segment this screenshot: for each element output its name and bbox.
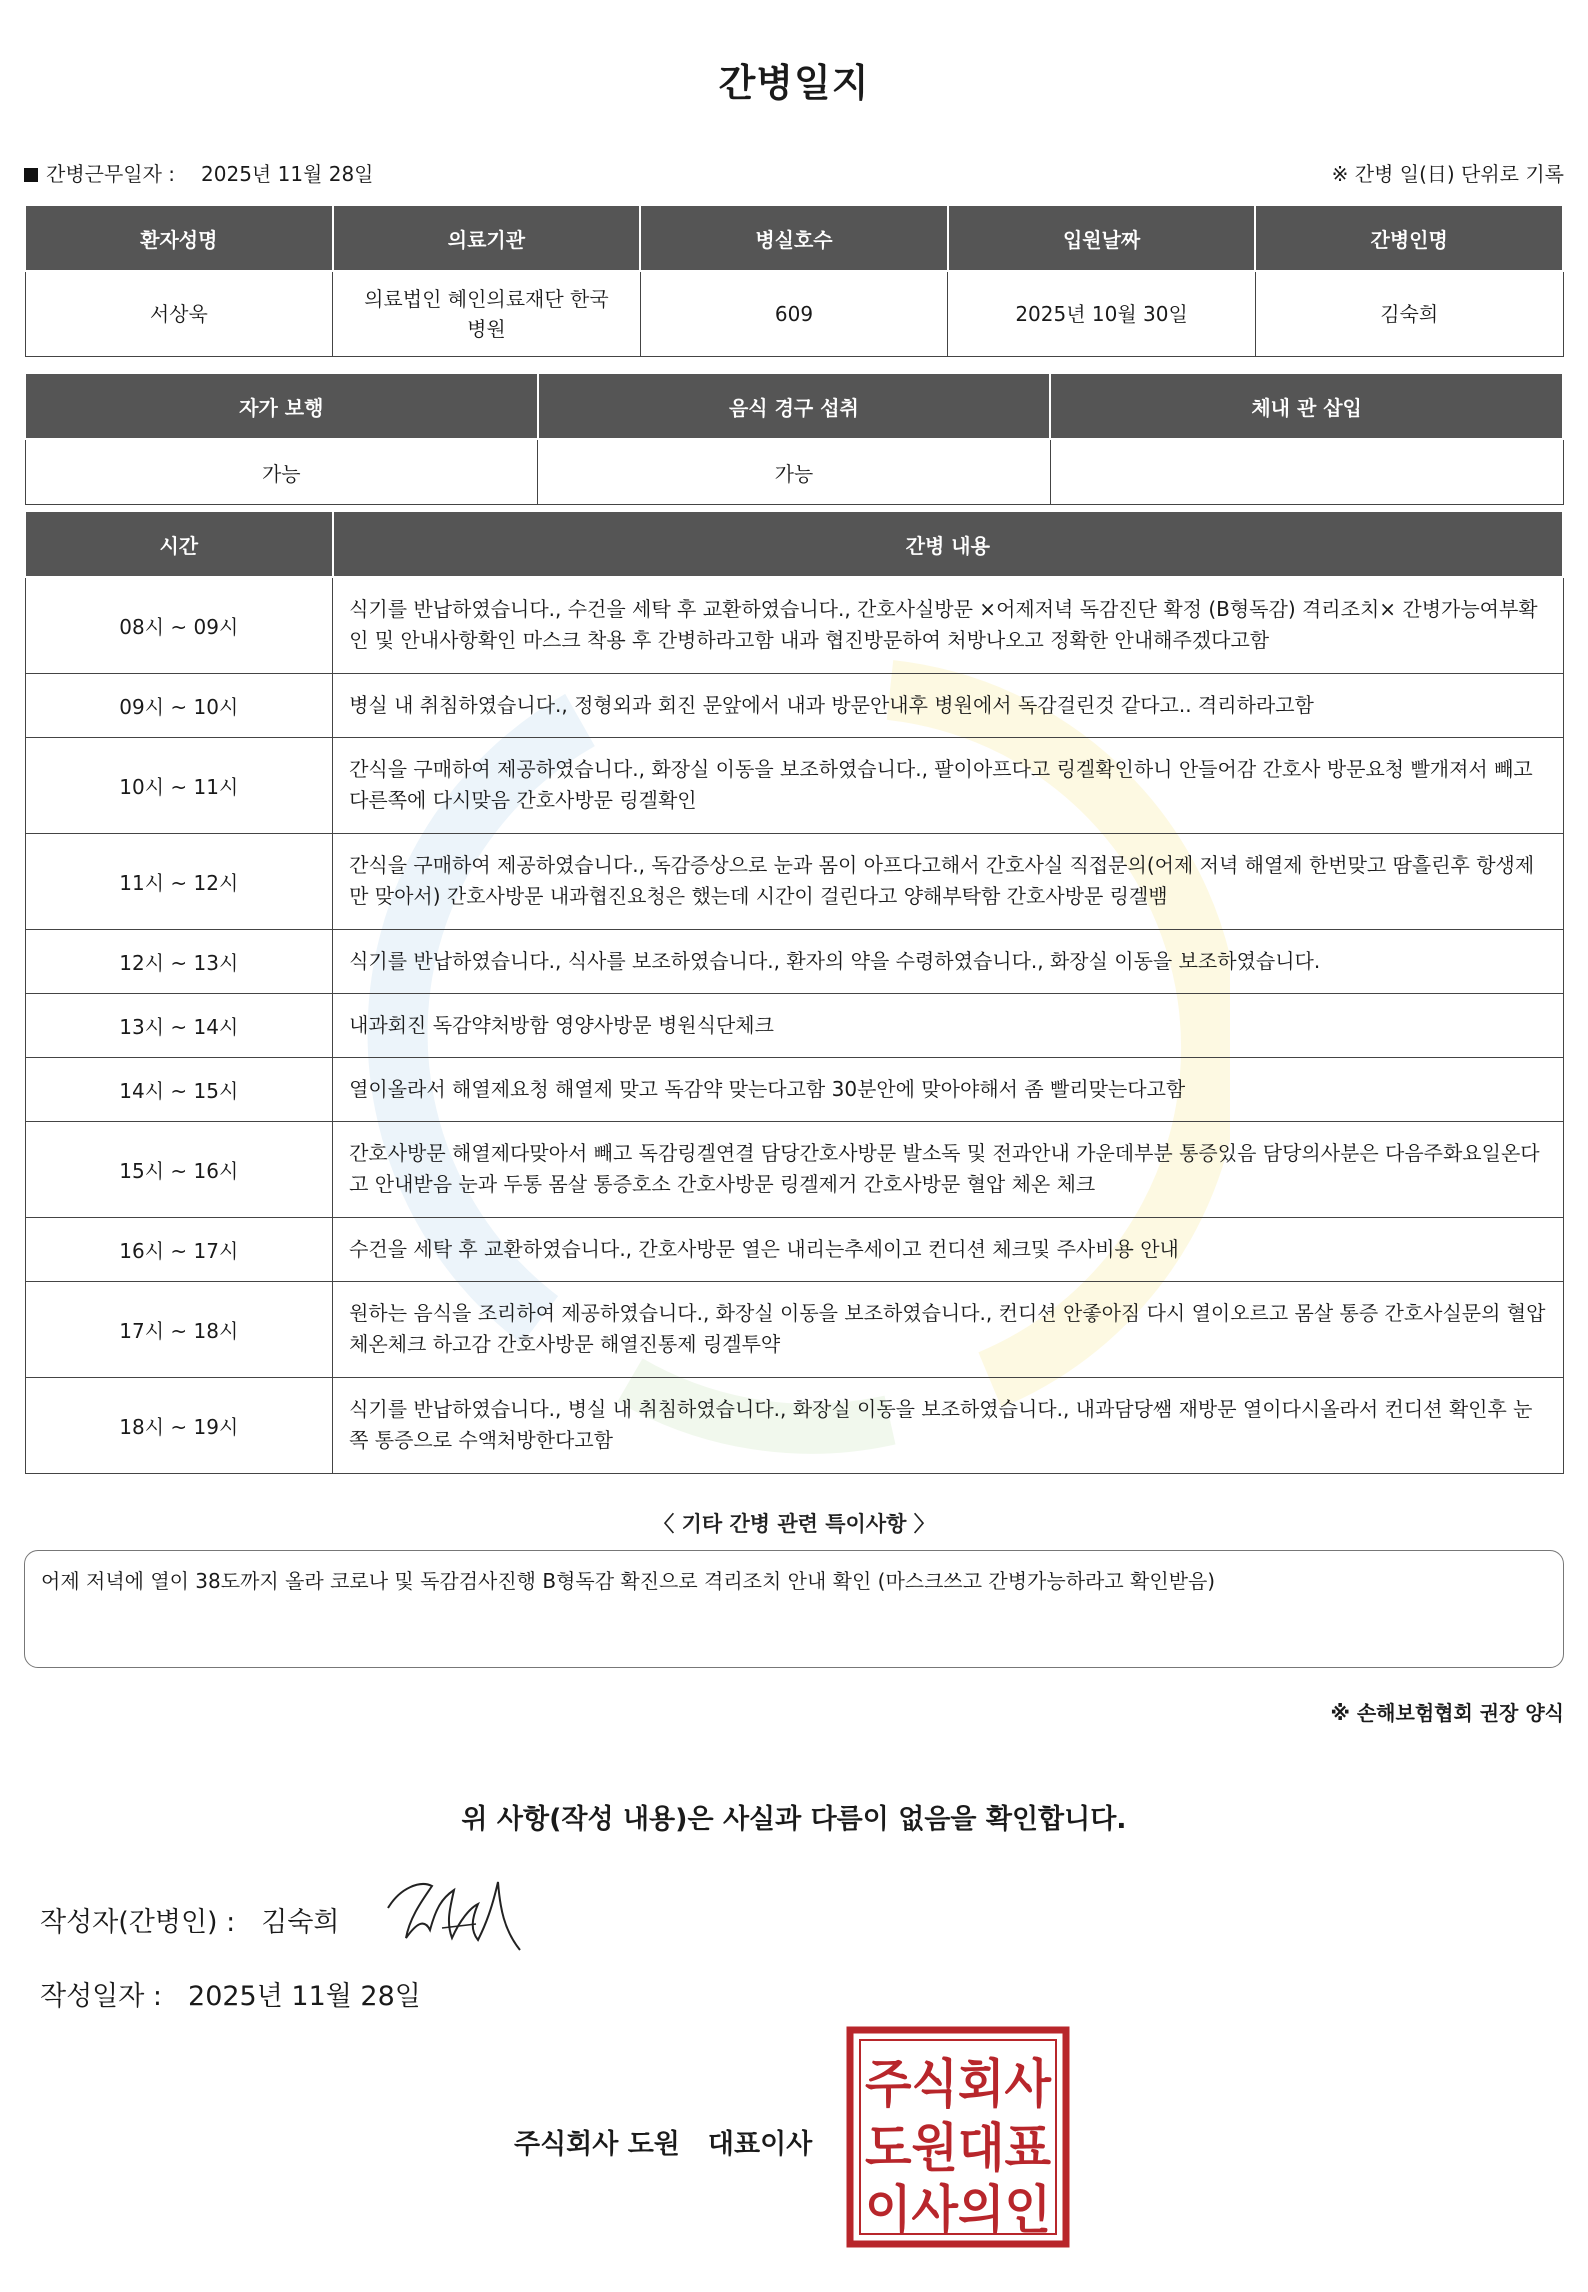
representative-title: 대표이사 <box>707 2129 813 2160</box>
header-time: 시간 <box>25 511 333 577</box>
work-date-label: 간병근무일자 : <box>46 162 176 186</box>
table-row <box>25 737 1563 833</box>
row-content: 간호사방문 해열제다맞아서 빼고 독감링겔연결 담당간호사방문 발소독 및 전과안내 가운데부분 통증있음 담당의사분은 다음주화요일온다고 안내받음 눈과 두통 몸살 통증호소 간호사방문 링겔제거 간호사방문 혈압 체온 체크 <box>333 1121 1563 1217</box>
date-label: 작성일자 : <box>40 1981 163 2012</box>
row-content: 병실 내 취침하였습니다., 정형외과 회진 문앞에서 내과 방문안내후 병원에서 독감걸린것 같다고.. 격리하라고함 <box>333 673 1563 737</box>
special-notes-text: 어제 저녁에 열이 38도까지 올라 코로나 및 독감검사진행 B형독감 확진으로 격리조치 안내 확인 (마스크쓰고 간병가능하라고 확인받음) <box>41 1569 1216 1593</box>
row-content: 열이올라서 해열제요청 해열제 맞고 독감약 맞는다고함 30분안에 맞아야해서 좀 빨리맞는다고함 <box>333 1057 1563 1121</box>
oral-intake-value: 가능 <box>538 439 1051 505</box>
row-time: 15시 ~ 16시 <box>25 1121 333 1217</box>
caregiver-name: 김숙희 <box>1255 271 1563 357</box>
confirmation-statement: 위 사항(작성 내용)은 사실과 다름이 없음을 확인합니다. <box>461 1804 1127 1835</box>
table-row <box>25 833 1563 929</box>
row-time: 08시 ~ 09시 <box>25 577 333 673</box>
page-title: 간병일지 <box>718 61 870 105</box>
square-bullet-icon <box>24 168 38 182</box>
writer-label: 작성자(간병인) : <box>40 1907 236 1938</box>
header-hospital: 의료기관 <box>333 205 641 271</box>
written-date-line <box>40 1974 421 2013</box>
row-time: 09시 ~ 10시 <box>25 673 333 737</box>
row-content: 식기를 반납하였습니다., 병실 내 취침하였습니다., 화장실 이동을 보조하였습니다., 내과담당쌤 재방문 열이다시올라서 컨디션 확인후 눈쪽 통증으로 수액처방한다고함 <box>333 1377 1563 1473</box>
row-content: 간식을 구매하여 제공하였습니다., 독감증상으로 눈과 몸이 아프다고해서 간호사실 직접문의(어제 저녁 해열제 한번맞고 땀흘린후 항생제만 맞아서) 간호사방문 내과협진요청은 했는데 시간이 걸린다고 양해부탁함 간호사방문 링겔뱀 <box>333 833 1563 929</box>
svg-text:도원대표: 도원대표 <box>865 2119 1051 2179</box>
form-source-note: ※ 손해보험협회 권장 양식 <box>1330 1701 1564 1725</box>
table-row <box>25 1217 1563 1281</box>
patient-info-table <box>24 204 1564 357</box>
row-time: 12시 ~ 13시 <box>25 929 333 993</box>
table-row <box>25 1121 1563 1217</box>
table-row <box>25 1377 1563 1473</box>
header-tube-insertion: 체내 관 삽입 <box>1050 373 1563 439</box>
writer-line <box>40 1900 340 1939</box>
header-room: 병실호수 <box>640 205 948 271</box>
table-row <box>25 929 1563 993</box>
company-seal-icon <box>846 2026 1070 2248</box>
special-notes-box <box>24 1550 1564 1668</box>
row-time: 16시 ~ 17시 <box>25 1217 333 1281</box>
record-note: ※ 간병 일(日) 단위로 기록 <box>1331 162 1564 186</box>
row-content: 식기를 반납하였습니다., 수건을 세탁 후 교환하였습니다., 간호사실방문 ×어제저녁 독감진단 확정 (B형독감) 격리조치× 간병가능여부확인 및 안내사항확인 마스크 착용 후 간병하라고함 내과 협진방문하여 처방나오고 정확한 안내해주겠다고함 <box>333 577 1563 673</box>
header-self-walking: 자가 보행 <box>25 373 538 439</box>
svg-text:주식회사: 주식회사 <box>865 2055 1052 2115</box>
header-patient-name: 환자성명 <box>25 205 333 271</box>
svg-text:이사의인: 이사의인 <box>865 2181 1051 2241</box>
row-content: 원하는 음식을 조리하여 제공하였습니다., 화장실 이동을 보조하였습니다., 컨디션 안좋아짐 다시 열이오르고 몸살 통증 간호사실문의 혈압체온체크 하고감 간호사방문 해열진통제 링겔투약 <box>333 1281 1563 1377</box>
row-time: 11시 ~ 12시 <box>25 833 333 929</box>
care-log-table <box>24 510 1564 1474</box>
special-notes-title: 〈 기타 간병 관련 특이사항 〉 <box>653 1512 935 1536</box>
row-time: 10시 ~ 11시 <box>25 737 333 833</box>
header-oral-intake: 음식 경구 섭취 <box>538 373 1051 439</box>
table-row <box>25 1057 1563 1121</box>
table-row <box>25 577 1563 673</box>
hospital-name: 의료법인 혜인의료재단 한국 병원 <box>333 271 641 357</box>
status-table <box>24 372 1564 505</box>
company-line <box>514 2122 812 2161</box>
table-row <box>25 1281 1563 1377</box>
date-value: 2025년 11월 28일 <box>188 1981 421 2012</box>
row-content: 내과회진 독감약처방함 영양사방문 병원식단체크 <box>333 993 1563 1057</box>
room-number: 609 <box>640 271 948 357</box>
table-row <box>25 993 1563 1057</box>
row-content: 식기를 반납하였습니다., 식사를 보조하였습니다., 환자의 약을 수령하였습니다., 화장실 이동을 보조하였습니다. <box>333 929 1563 993</box>
work-date-value: 2025년 11월 28일 <box>201 162 374 186</box>
header-admission-date: 입원날짜 <box>948 205 1256 271</box>
work-date <box>24 158 374 187</box>
tube-insertion-value <box>1050 439 1563 505</box>
signature-icon <box>380 1868 530 1958</box>
table-row <box>25 673 1563 737</box>
row-content: 수건을 세탁 후 교환하였습니다., 간호사방문 열은 내리는추세이고 컨디션 체크및 주사비용 안내 <box>333 1217 1563 1281</box>
row-time: 13시 ~ 14시 <box>25 993 333 1057</box>
header-care-content: 간병 내용 <box>333 511 1563 577</box>
admission-date: 2025년 10월 30일 <box>948 271 1256 357</box>
company-name: 주식회사 도원 <box>514 2129 680 2160</box>
writer-name: 김숙희 <box>261 1907 340 1938</box>
row-time: 14시 ~ 15시 <box>25 1057 333 1121</box>
row-time: 17시 ~ 18시 <box>25 1281 333 1377</box>
row-time: 18시 ~ 19시 <box>25 1377 333 1473</box>
header-caregiver: 간병인명 <box>1255 205 1563 271</box>
patient-name: 서상욱 <box>25 271 333 357</box>
row-content: 간식을 구매하여 제공하였습니다., 화장실 이동을 보조하였습니다., 팔이아프다고 링겔확인하니 안들어감 간호사 방문요청 빨개져서 빼고 다른쪽에 다시맞음 간호사방문 링겔확인 <box>333 737 1563 833</box>
self-walking-value: 가능 <box>25 439 538 505</box>
